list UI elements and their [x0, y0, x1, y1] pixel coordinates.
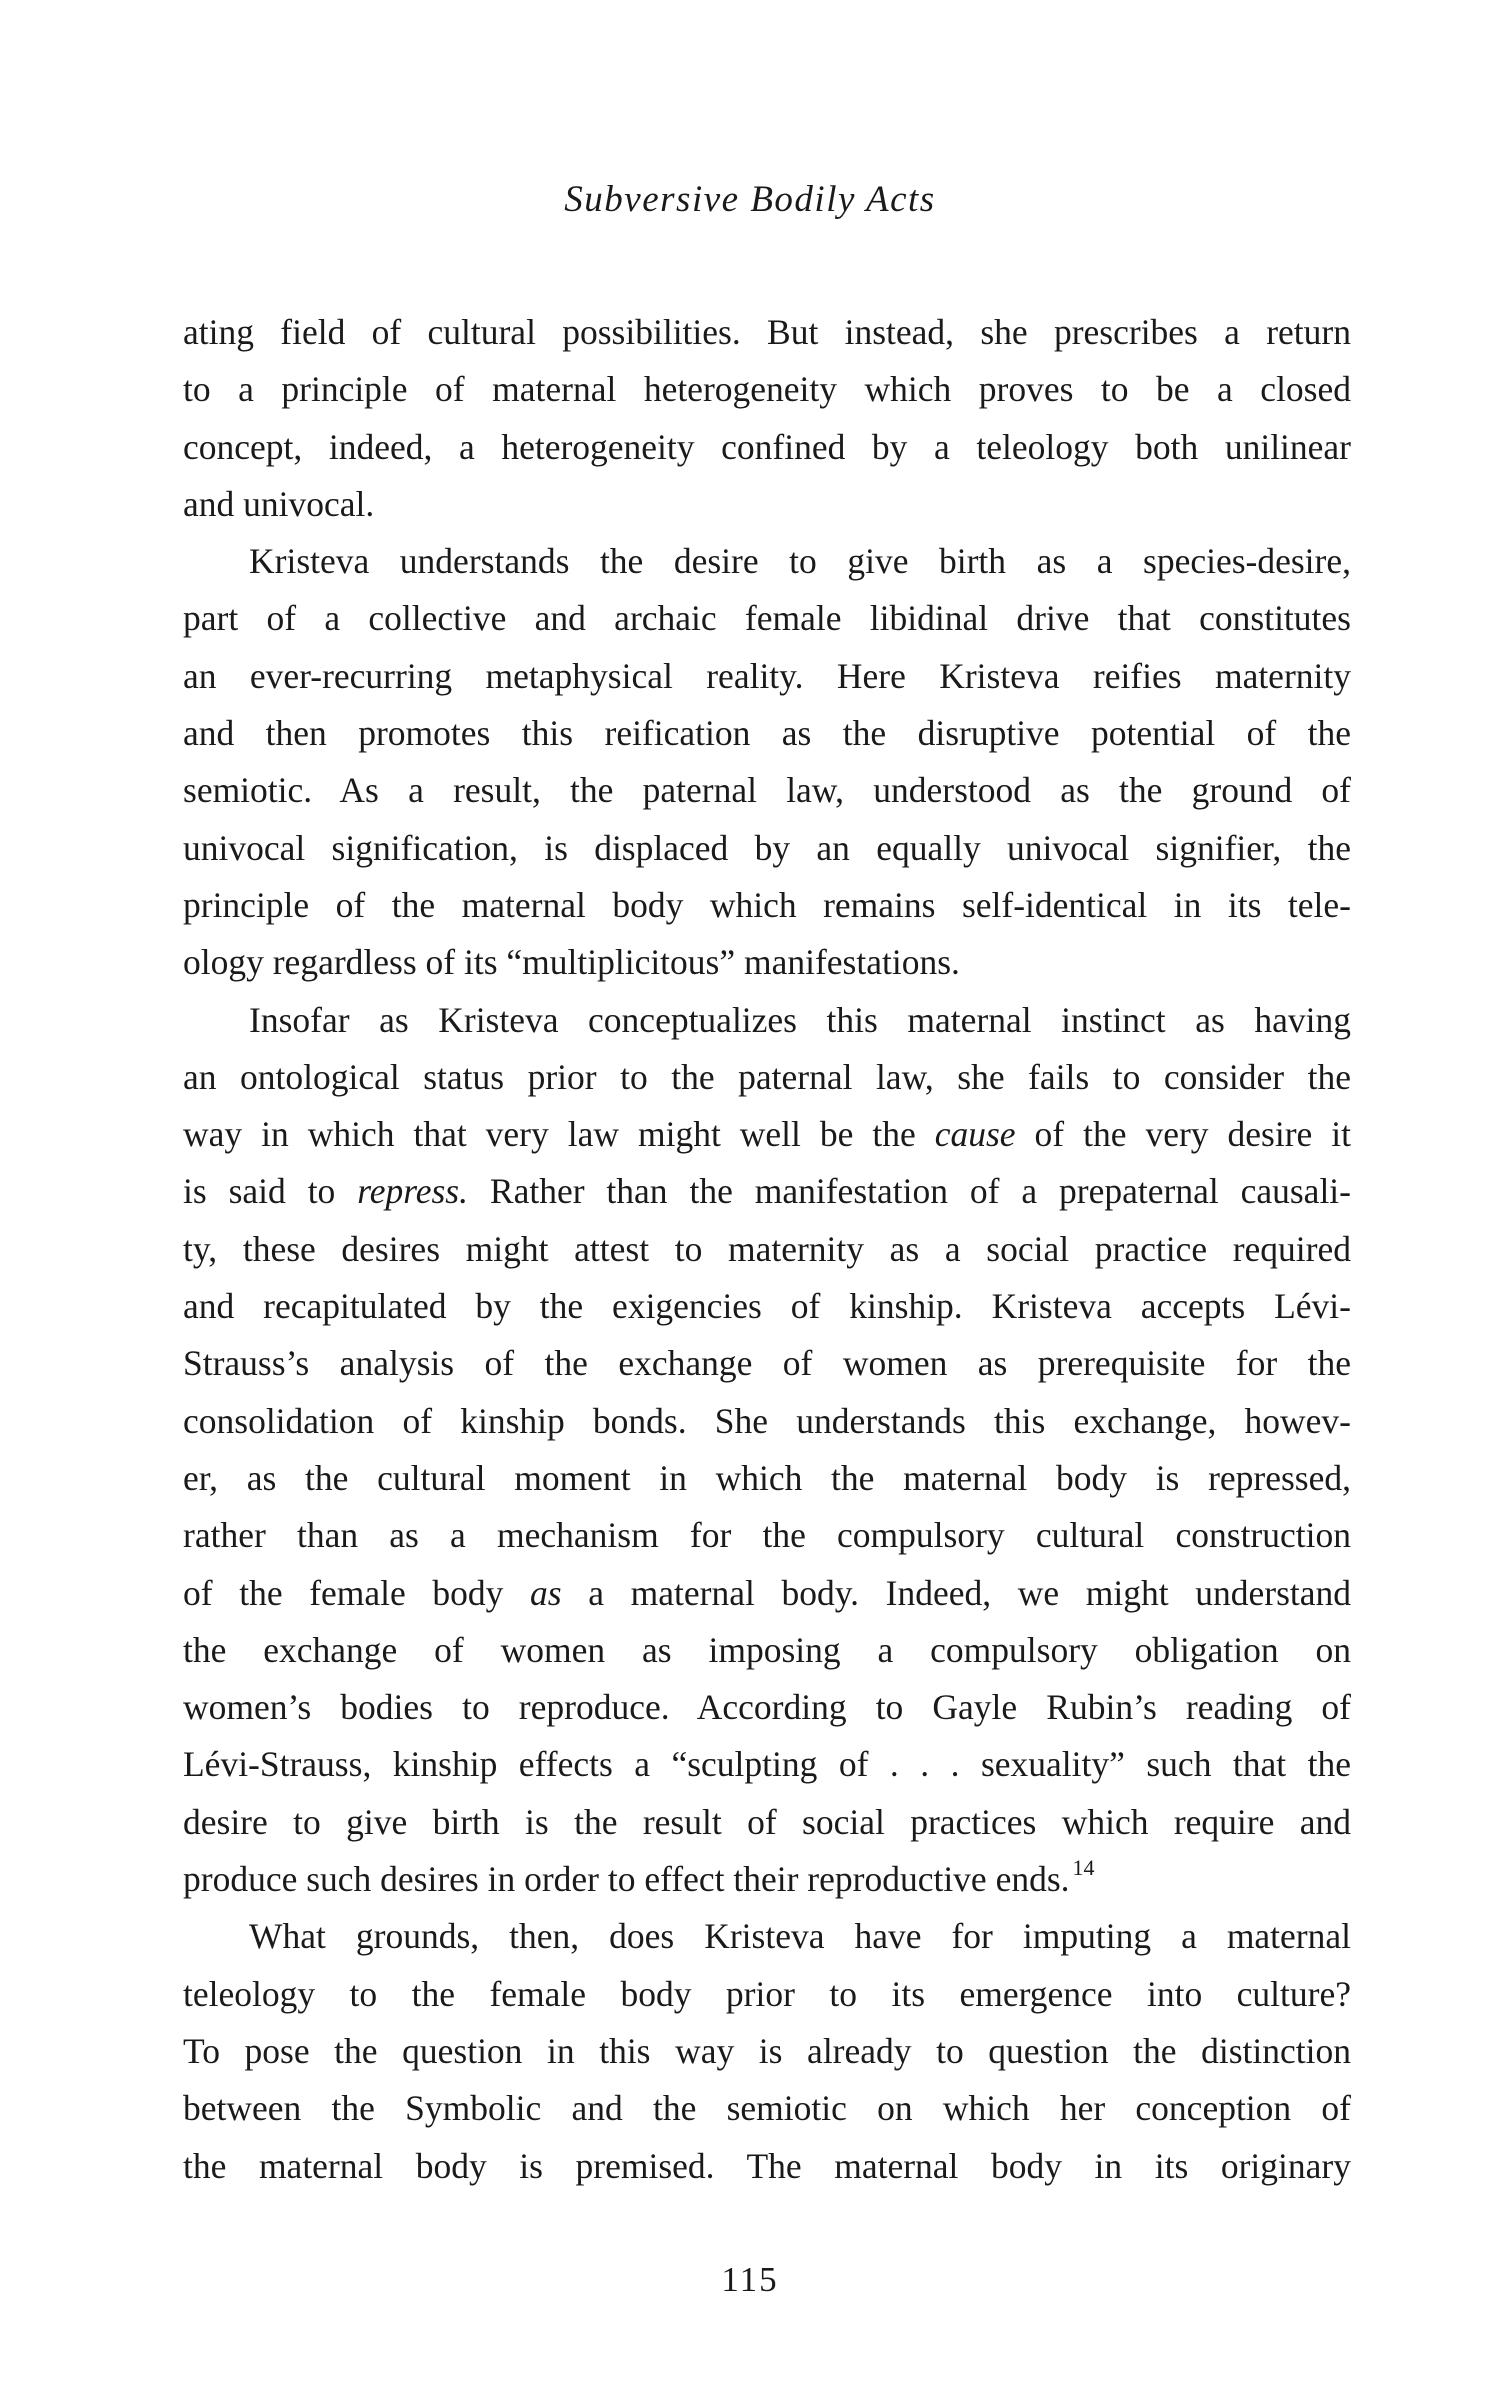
text-line: univocal signification, is displaced by an equally univocal signifier, the: [183, 827, 1351, 868]
text-run: is said to: [183, 1171, 358, 1212]
text-line: the exchange of women as imposing a compulsory obligation on: [183, 1629, 1351, 1670]
body-text: [183, 304, 1351, 2195]
text-line: [183, 1851, 1351, 1908]
text-line: To pose the question in this way is already to question the distinction: [183, 2030, 1351, 2071]
text-line: and univocal.: [183, 483, 375, 524]
text-run: of the very desire it: [1015, 1114, 1351, 1155]
text-line: an ontological status prior to the paternal law, she fails to consider the: [183, 1056, 1351, 1097]
text-line: consolidation of kinship bonds. She understands this exchange, howev-: [183, 1400, 1351, 1441]
text-line: [183, 1565, 1351, 1622]
text-line: ology regardless of its “multiplicitous” manifestations.: [183, 942, 960, 983]
text-line: women’s bodies to reproduce. According to Gayle Rubin’s reading of: [183, 1687, 1351, 1728]
text-line: [183, 1106, 1351, 1163]
italic-emphasis: cause: [934, 1114, 1016, 1155]
text-line: principle of the maternal body which remains self-identical in its tele-: [183, 884, 1351, 925]
paragraph: [183, 992, 1351, 1909]
text-line: ating field of cultural possibilities. But instead, she prescribes a return: [183, 312, 1351, 352]
text-line: part of a collective and archaic female libidinal drive that constitutes: [183, 598, 1351, 639]
text-line: to a principle of maternal heterogeneity which proves to be a closed: [183, 369, 1351, 410]
text-line: between the Symbolic and the semiotic on which her conception of: [183, 2088, 1351, 2129]
text-line: ty, these desires might attest to maternity as a social practice required: [183, 1228, 1351, 1269]
text-line: teleology to the female body prior to its emergence into culture?: [183, 1973, 1351, 2014]
text-run: produce such desires in order to effect their reproductive ends.: [183, 1859, 1070, 1900]
paragraph: [183, 1908, 1351, 2194]
text-run: of the female body: [183, 1572, 531, 1613]
text-line: the maternal body is premised. The maternal body in its originary: [183, 2145, 1351, 2186]
footnote-reference[interactable]: 14: [1072, 1855, 1095, 1881]
text-line: concept, indeed, a heterogeneity confined by a teleology both unilinear: [183, 426, 1351, 467]
text-run: way in which that very law might well be the: [183, 1114, 935, 1155]
text-line: an ever-recurring metaphysical reality. Here Kristeva reifies maternity: [183, 655, 1351, 696]
text-line: Lévi-Strauss, kinship effects a “sculpting of . . . sexuality” such that the: [183, 1744, 1351, 1785]
italic-emphasis: repress.: [357, 1171, 468, 1212]
paragraph: [183, 533, 1351, 991]
text-run: Rather than the manifestation of a prepaternal causali-: [467, 1171, 1351, 1212]
page-number: 115: [721, 2260, 779, 2299]
text-line: Strauss’s analysis of the exchange of women as prerequisite for the: [183, 1343, 1351, 1384]
text-line: What grounds, then, does Kristeva have for imputing a maternal: [249, 1916, 1351, 1957]
text-line: [183, 1163, 1351, 1220]
text-line: and recapitulated by the exigencies of kinship. Kristeva accepts Lévi-: [183, 1286, 1351, 1327]
italic-emphasis: as: [530, 1572, 562, 1613]
text-line: semiotic. As a result, the paternal law, understood as the ground of: [183, 770, 1351, 811]
text-line: er, as the cultural moment in which the maternal body is repressed,: [183, 1457, 1351, 1498]
running-head: Subversive Bodily Acts: [564, 179, 936, 220]
text-line: Insofar as Kristeva conceptualizes this maternal instinct as having: [249, 999, 1351, 1040]
paragraph: [183, 304, 1351, 533]
text-line: Kristeva understands the desire to give birth as a species-desire,: [249, 541, 1351, 582]
text-line: and then promotes this reification as the disruptive potential of the: [183, 713, 1351, 754]
text-line: desire to give birth is the result of social practices which require and: [183, 1801, 1351, 1842]
text-run: a maternal body. Indeed, we might understand: [561, 1572, 1351, 1613]
text-line: rather than as a mechanism for the compulsory cultural construction: [183, 1515, 1351, 1556]
